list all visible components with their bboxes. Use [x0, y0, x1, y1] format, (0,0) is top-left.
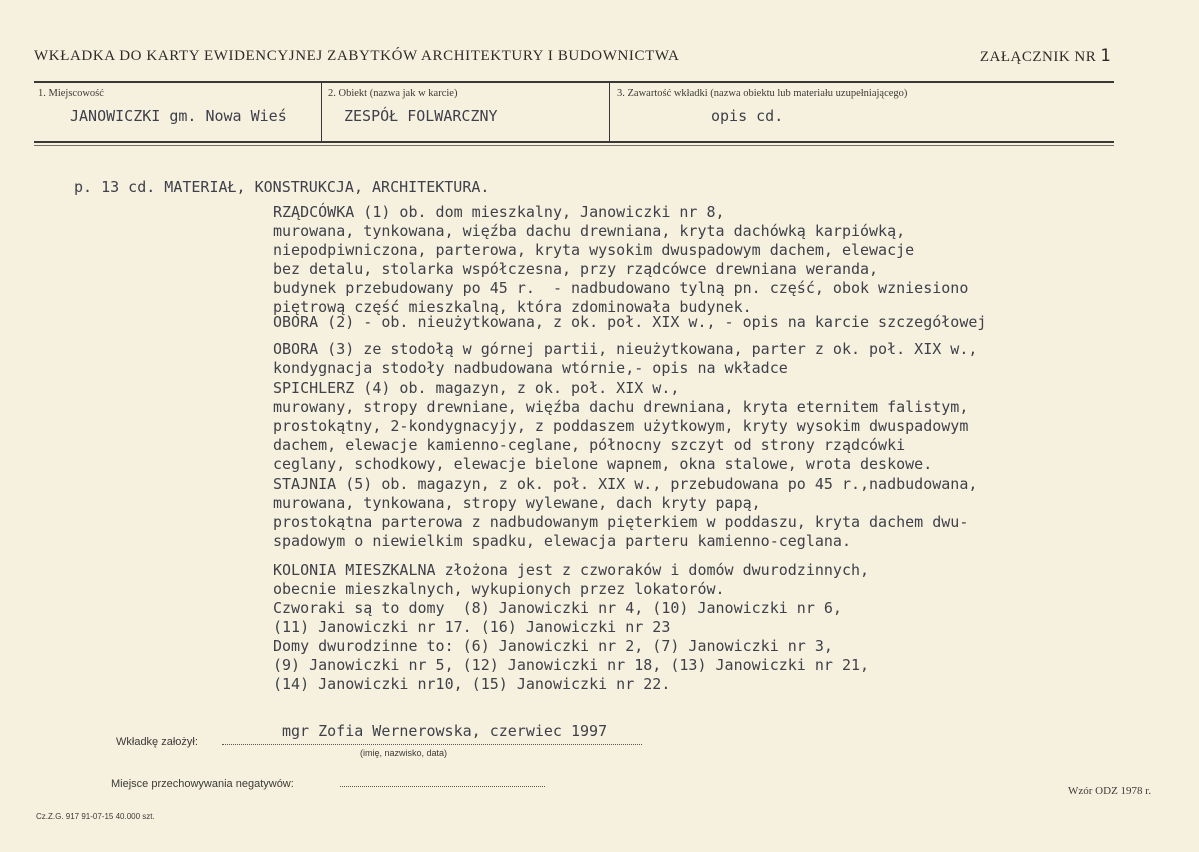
section-line: prostokątny, 2-kondygnacyjy, z poddaszem użytkowym, kryty wysokim dwuspadowym — [273, 417, 969, 435]
section-line: prostokątna parterowa z nadbudowanym pięterkiem w poddaszu, kryta dachem dwu- — [273, 513, 969, 531]
section-line: kondygnacja stodoły nadbudowana wtórnie,- opis na wkładce — [273, 359, 788, 377]
section-line: niepodpiwniczona, parterowa, kryta wysokim dwuspadowym dachem, elewacje — [273, 241, 915, 259]
section-line: dachem, elewacje kamienno-ceglane, północny szczyt od strony rządcówki — [273, 436, 906, 454]
section-block — [273, 379, 968, 474]
negatives-line — [340, 786, 545, 787]
form-title: WKŁADKA DO KARTY EWIDENCYJNEJ ZABYTKÓW ARCHITEKTURY I BUDOWNICTWA — [34, 48, 680, 64]
section-line: budynek przebudowany po 45 r. - nadbudowano tylną pn. część, obok wzniesiono — [273, 279, 969, 297]
section-line: murowany, stropy drewniane, więźba dachu drewniana, kryta eternitem falistym, — [273, 398, 969, 416]
section-line: ceglany, schodkowy, elewacje bielone wapnem, okna stalowe, wrota deskowe. — [273, 455, 933, 473]
section-intro: p. 13 cd. MATERIAŁ, KONSTRUKCJA, ARCHITEKTURA. — [74, 178, 490, 196]
header-bottom-rule-2 — [34, 145, 1114, 146]
section-line: KOLONIA MIESZKALNA złożona jest z czworaków i domów dwurodzinnych, — [273, 561, 870, 579]
locality-value: JANOWICZKI gm. Nowa Wieś — [70, 107, 287, 125]
negatives-label: Miejsce przechowywania negatywów: — [111, 778, 294, 790]
section-block — [273, 313, 986, 332]
section-block — [273, 340, 977, 378]
section-line: (14) Janowiczki nr10, (15) Janowiczki nr 22. — [273, 675, 671, 693]
section-line: murowana, tynkowana, więźba dachu drewniana, kryta dachówką karpiówką, — [273, 222, 906, 240]
section-line: piętrową część mieszkalną, która zdominowała budynek. — [273, 298, 752, 316]
section-line: spadowym o niewielkim spadku, elewacja parteru kamienno-ceglana. — [273, 532, 851, 550]
section-line: (11) Janowiczki nr 17. (16) Janowiczki nr 23 — [273, 618, 671, 636]
section-line: (9) Janowiczki nr 5, (12) Janowiczki nr 18, (13) Janowiczki nr 21, — [273, 656, 870, 674]
annex-number: 1 — [1100, 46, 1111, 66]
field-divider-1 — [321, 83, 322, 141]
section-line: bez detalu, stolarka współczesna, przy rządcówce drewniana weranda, — [273, 260, 879, 278]
locality-label: 1. Miejscowość — [38, 88, 104, 99]
section-block — [273, 203, 968, 317]
form-reference: Wzór ODZ 1978 r. — [1068, 785, 1152, 797]
section-line: Czworaki są to domy (8) Janowiczki nr 4, (10) Janowiczki nr 6, — [273, 599, 842, 617]
section-line: STAJNIA (5) ob. magazyn, z ok. poł. XIX w., przebudowana po 45 r.,nadbudowana, — [273, 475, 978, 493]
created-by-value: mgr Zofia Wernerowska, czerwiec 1997 — [282, 722, 608, 740]
section-line: murowana, tynkowana, stropy wylewane, dach kryty papą, — [273, 494, 761, 512]
object-value: ZESPÓŁ FOLWARCZNY — [344, 107, 498, 125]
header-top-rule — [34, 81, 1114, 83]
section-line: obecnie mieszkalnych, wykupionych przez lokatorów. — [273, 580, 725, 598]
print-info: Cz.Z.G. 917 91-07-15 40.000 szt. — [36, 812, 155, 821]
section-block — [273, 475, 977, 551]
annex-heading — [980, 46, 1111, 66]
content-label: 3. Zawartość wkładki (nazwa obiektu lub materiału uzupełniającego) — [617, 88, 908, 99]
field-divider-2 — [609, 83, 610, 141]
object-label: 2. Obiekt (nazwa jak w karcie) — [328, 88, 458, 99]
header-bottom-rule — [34, 141, 1114, 143]
section-line: RZĄDCÓWKA (1) ob. dom mieszkalny, Janowiczki nr 8, — [273, 203, 725, 221]
section-block — [273, 561, 869, 694]
section-line: SPICHLERZ (4) ob. magazyn, z ok. poł. XIX w., — [273, 379, 680, 397]
section-line: OBORA (3) ze stodołą w górnej partii, nieużytkowana, parter z ok. poł. XIX w., — [273, 340, 978, 358]
section-line: OBORA (2) - ob. nieużytkowana, z ok. poł. XIX w., - opis na karcie szczegółowej — [273, 313, 987, 331]
created-by-line — [222, 744, 642, 745]
created-by-label: Wkładkę założył: — [116, 736, 198, 748]
section-line: Domy dwurodzinne to: (6) Janowiczki nr 2, (7) Janowiczki nr 3, — [273, 637, 833, 655]
annex-label: ZAŁĄCZNIK NR — [979, 49, 1097, 65]
content-value: opis cd. — [711, 107, 784, 125]
created-by-note: (imię, nazwisko, data) — [360, 748, 448, 758]
